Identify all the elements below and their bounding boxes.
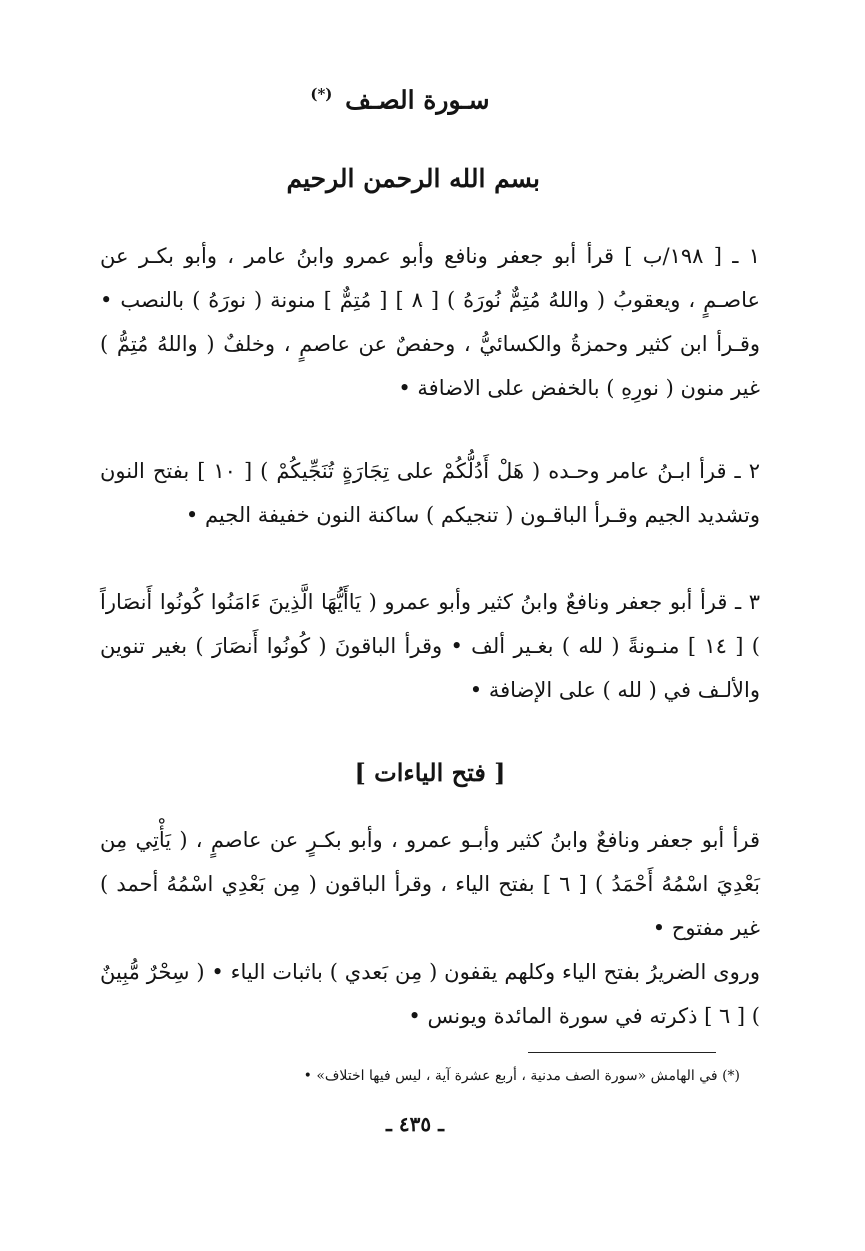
footnote-marker: (*) xyxy=(310,85,333,103)
footnote: (*) في الهامش «سورة الصف مدنية ، أربع عشرة آية ، ليس فيها اختلاف» • xyxy=(303,1068,740,1084)
section-paragraph-2: وروى الضريرُ بفتح الياء وكلهم يقفون ( مِن بَعدي ) باثبات الياء • ( سِحْرٌ مُّبِينٌ ) [ ٦ ] ذكرته في سورة المائدة ويونس • xyxy=(100,960,760,1028)
surah-title-text: سـورة الصـف xyxy=(345,85,490,115)
surah-title xyxy=(300,74,500,120)
section-heading: [ فتح الياءات ] xyxy=(354,758,506,787)
paragraph-verse-3: ٣ ـ قرأ أبو جعفر ونافعٌ وابنُ كثير وأبو عمرو ( يَاأَيُّهَا الَّذِينَ ءَامَنُوا كُونُوا أَنصَاراً ) [ ١٤ ] منـونةً ( لله ) بغـير ألف • وقرأ الباقونَ ( كُونُوا أَنصَارَ ) بغير تنوين والألـف في ( لله ) على الإضافة • xyxy=(100,590,760,702)
footnote-divider xyxy=(528,1052,716,1053)
paragraph-verse-2: ٢ ـ قرأ ابـنُ عامر وحـده ( هَلْ أَدُلُّكُمْ على تِجَارَةٍ تُنَجِّيكُمْ ) [ ١٠ ] بفتح النون وتشديد الجيم وقـرأ الباقـون ( تنجيكم ) ساكنة النون خفيفة الجيم • xyxy=(100,459,760,527)
section-paragraph-1: قرأ أبو جعفر ونافعٌ وابنُ كثير وأبـو عمرو ، وأبو بكـرٍ عن عاصمٍ ، ( يَأْتِي مِن بَعْدِيَ اسْمُهُ أَحْمَدُ ) [ ٦ ] بفتح الياء ، وقرأ الباقون ( مِن بَعْدِي اسْمُهُ أحمد ) غير مفتوح • xyxy=(100,828,760,940)
paragraph-verse-1: ١ ـ [ ١٩٨/ب ] قرأ أبو جعفر ونافع وأبو عمرو وابنُ عامر ، وأبو بكـر عن عاصـمٍ ، ويعقوبُ ( واللهُ مُتِمٌّ نُورَهُ ) [ ٨ ] [ مُتِمٌّ ] منونة ( نورَهُ ) بالنصب • وقـرأ ابن كثير وحمزةُ والكسائيُّ ، وحفصٌ عن عاصمٍ ، وخلفٌ ( واللهُ مُتِمُّ ) غير منون ( نورِهِ ) بالخفض على الاضافة • xyxy=(100,244,760,400)
basmala: بسم الله الرحمن الرحيم xyxy=(286,164,540,193)
page-number: ـ ٤٣٥ ـ xyxy=(386,1112,444,1136)
